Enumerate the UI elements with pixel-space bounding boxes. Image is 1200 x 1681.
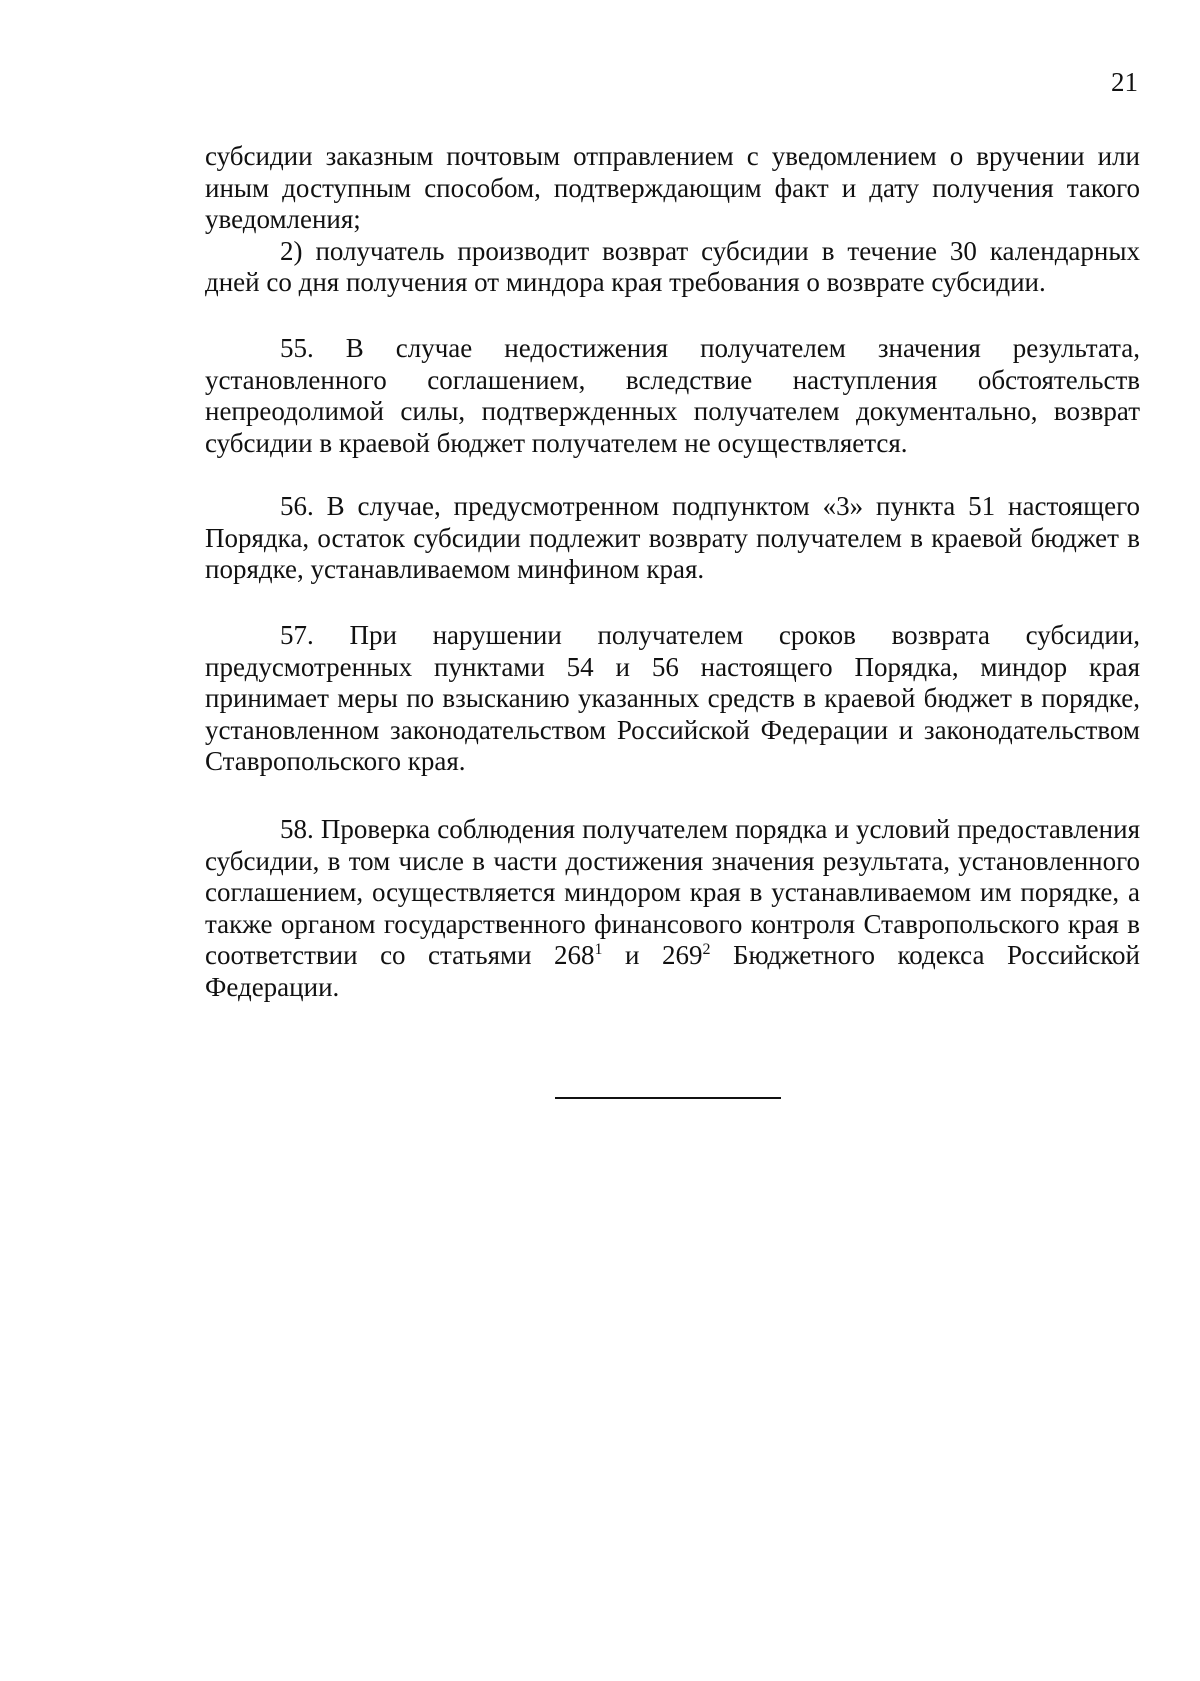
paragraph-58-text-middle: и 269 [602,940,703,970]
superscript-2: 2 [702,941,711,958]
paragraph-56-text: 56. В случае, предусмотренном подпунктом «3» пункта 51 настоящего Порядка, остаток субсидии подлежит возврату получателем в краевой бюджет в порядке, устанавливаемом минфином края. [205,491,1140,584]
list-item-2: 2) получатель производит возврат субсидии в течение 30 календарных дней со дня получения от миндора края требования о возврате субсидии. [205,235,1140,297]
end-of-document-rule [555,1097,781,1099]
paragraph-57 [205,620,1140,778]
paragraph-56 [205,491,1140,586]
continuation-block [205,141,1140,299]
paragraph-58 [205,814,1140,1003]
continuation-text: субсидии заказным почтовым отправлением с уведомлением о вручении или иным доступным способом, подтверждающим факт и дату получения такого уведомления; [205,141,1140,234]
paragraph-57-text: 57. При нарушении получателем сроков возврата субсидии, предусмотренных пунктами 54 и 56 настоящего Порядка, миндор края принимает меры по взысканию указанных средств в краевой бюджет в порядке, установленном законодательством Российской Федерации и законодательством Ставропольского края. [205,620,1140,776]
paragraph-58-text [205,814,1140,1003]
page-number: 21 [1111,67,1138,97]
superscript-1: 1 [594,941,603,958]
paragraph-55-text: 55. В случае недостижения получателем значения результата, установленного соглашением, вследствие наступления обстоятельств непреодолимой силы, подтвержденных получателем документально, возврат субсидии в краевой бюджет получателем не осуществляется. [205,333,1140,458]
paragraph-58-text-after: Бюджетного кодекса Российской Федерации. [205,940,1141,1002]
paragraph-55 [205,333,1140,459]
paragraph-58-text-before: 58. Проверка соблюдения получателем порядка и условий предоставления субсидии, в том числе в части достижения значения результата, установленного соглашением, осуществляется миндором края в устанавливаемом им порядке, а также органом государственного финансового контроля Ставропольского края в соответствии со статьями 268 [205,814,1140,970]
